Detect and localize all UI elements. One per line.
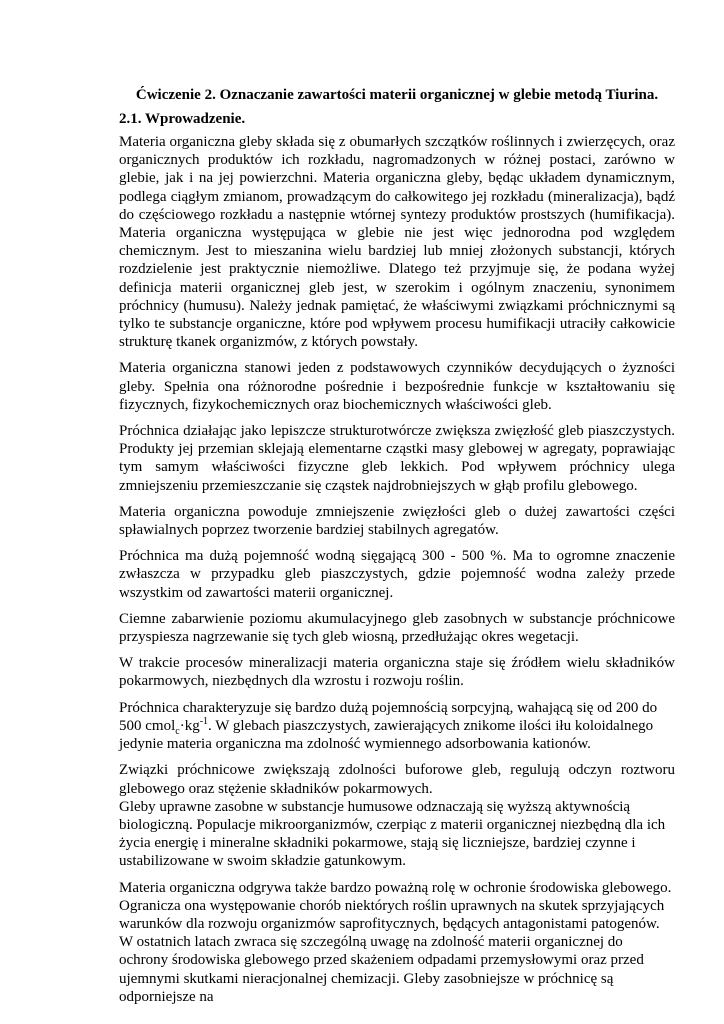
paragraph-humus-soils: Gleby uprawne zasobne w substancje humusowe odznaczają się wyższą aktywnością biologiczną. Populacje mikroorganizmów, czerpiąc z materii organicznej niezbędną dla ich życia energię i mineralne składniki pokarmowe, stają się liczniejsze, bardziej czynne i ustabilizowane w swoim składzie gatunkowym. [119, 798, 666, 870]
sorption-text-part2: . W glebach piaszczystych, zawierających znikome ilości iłu koloidalnego jedynie materia organiczna ma zdolność wymiennego adsorbowania kationów. [119, 717, 654, 753]
section-heading: 2.1. Wprowadzenie. [119, 111, 246, 127]
paragraph-environment-protection: Materia organiczna odgrywa także bardzo poważną rolę w ochronie środowiska glebowego. Ogranicza ona występowanie chorób niektórych roślin uprawnych na skutek sprzyjających warunków dla rozwoju organizmów saprofitycznych, będących antagonistami patogenów. W ostatnich latach zwraca się szczególną uwagę na zdolność materii organicznej do ochrony środowiska glebowego przed skażeniem odpadami przemysłowymi oraz przed ujemnymi skutkami nieracjonalnej chemizacji. Gleby zasobniejsze w próchnicę są odporniejsze na [119, 879, 672, 1005]
paragraph-organic-matter-definition: Materia organiczna gleby składa się z obumarłych szczątków roślinnych i zwierzęcych, oraz organicznych produktów ich rozkładu, nagromadzonych w różnej postaci, zarówno w glebie, jak i na jej powierzchni. Materia organiczna gleby, będąc układem dynamicznym, podlega ciągłym zmianom, prowadzącym do całkowitego jej rozkładu (mineralizacja), bądź do częściowego rozkładu a następnie wtórnej syntezy produktów prostszych (humifikacja). Materia organiczna występująca w glebie nie jest więc jednorodna pod względem chemicznym. Jest to mieszanina wielu bardziej lub mniej złożonych substancji, których rozdzielenie jest praktycznie niemożliwe. Dlatego też przyjmuje się, że podana wyżej definicja materii organicznej gleb jest, w szerokim i ogólnym znaczeniu, synonimem próchnicy (humusu). Należy jednak pamiętać, że właściwymi związkami próchnicznymi są tylko te substancje organiczne, które pod wpływem procesu humifikacji utraciły całkowicie strukturę tkanek organizmów, z których powstały. [119, 134, 675, 351]
paragraph-fertility: Materia organiczna stanowi jeden z podstawowych czynników decydujących o żyzności gleby. Spełnia ona różnorodne pośrednie i bezpośrednie funkcje w kształtowaniu się fizycznych, fizykochemicznych oraz biochemicznych właściwości gleb. [119, 360, 675, 413]
paragraph-water-capacity: Próchnica ma dużą pojemność wodną sięgającą 300 - 500 %. Ma to ogromne znaczenie zwłaszcza w przypadku gleb piaszczystych, gdzie pojemność wodna zależy przede wszystkim od zawartości materii organicznej. [119, 548, 675, 601]
paragraph-dark-color: Ciemne zabarwienie poziomu akumulacyjnego gleb zasobnych w substancje próchnicowe przyspiesza nagrzewanie się tych gleb wiosną, przedłużając okres wegetacji. [119, 610, 675, 646]
page-title: Ćwiczenie 2. Oznaczanie zawartości materii organicznej w glebie metodą Tiurina. [135, 87, 659, 103]
document-page [119, 86, 675, 1014]
sorption-unit: $cmol_c\cdot kg^{-1}$ [145, 715, 209, 737]
paragraph-mineralization: W trakcie procesów mineralizacji materia organiczna staje się źródłem wielu składników pokarmowych, niezbędnych dla wzrostu i rozwoju roślin. [119, 655, 675, 690]
paragraph-humus-binder: Próchnica działając jako lepiszcze strukturotwórcze zwiększa zwięzłość gleb piaszczystych. Produkty jej przemian sklejają elementarne cząstki masy glebowej w agregaty, poprawiając tym samym właściwości fizyczne gleb lekkich. Pod wpływem próchnicy ulega zmniejszeniu przemieszczanie się cząstek najdrobniejszych w głąb profilu glebowego. [119, 423, 675, 494]
paragraph-sorption [119, 699, 675, 754]
paragraph-buffer: Związki próchnicowe zwiększają zdolności buforowe gleb, regulują odczyn roztworu glebowego oraz stężenie składników pokarmowych. [119, 762, 675, 797]
sorption-text-part1: Próchnica charakteryzuje się bardzo dużą pojemnością sorpcyjną, wahającą się od 200 do 500 [119, 699, 658, 734]
paragraph-compactness: Materia organiczna powoduje zmniejszenie zwięzłości gleb o dużej zawartości części spławialnych poprzez tworzenie bardziej stabilnych agregatów. [119, 503, 675, 539]
